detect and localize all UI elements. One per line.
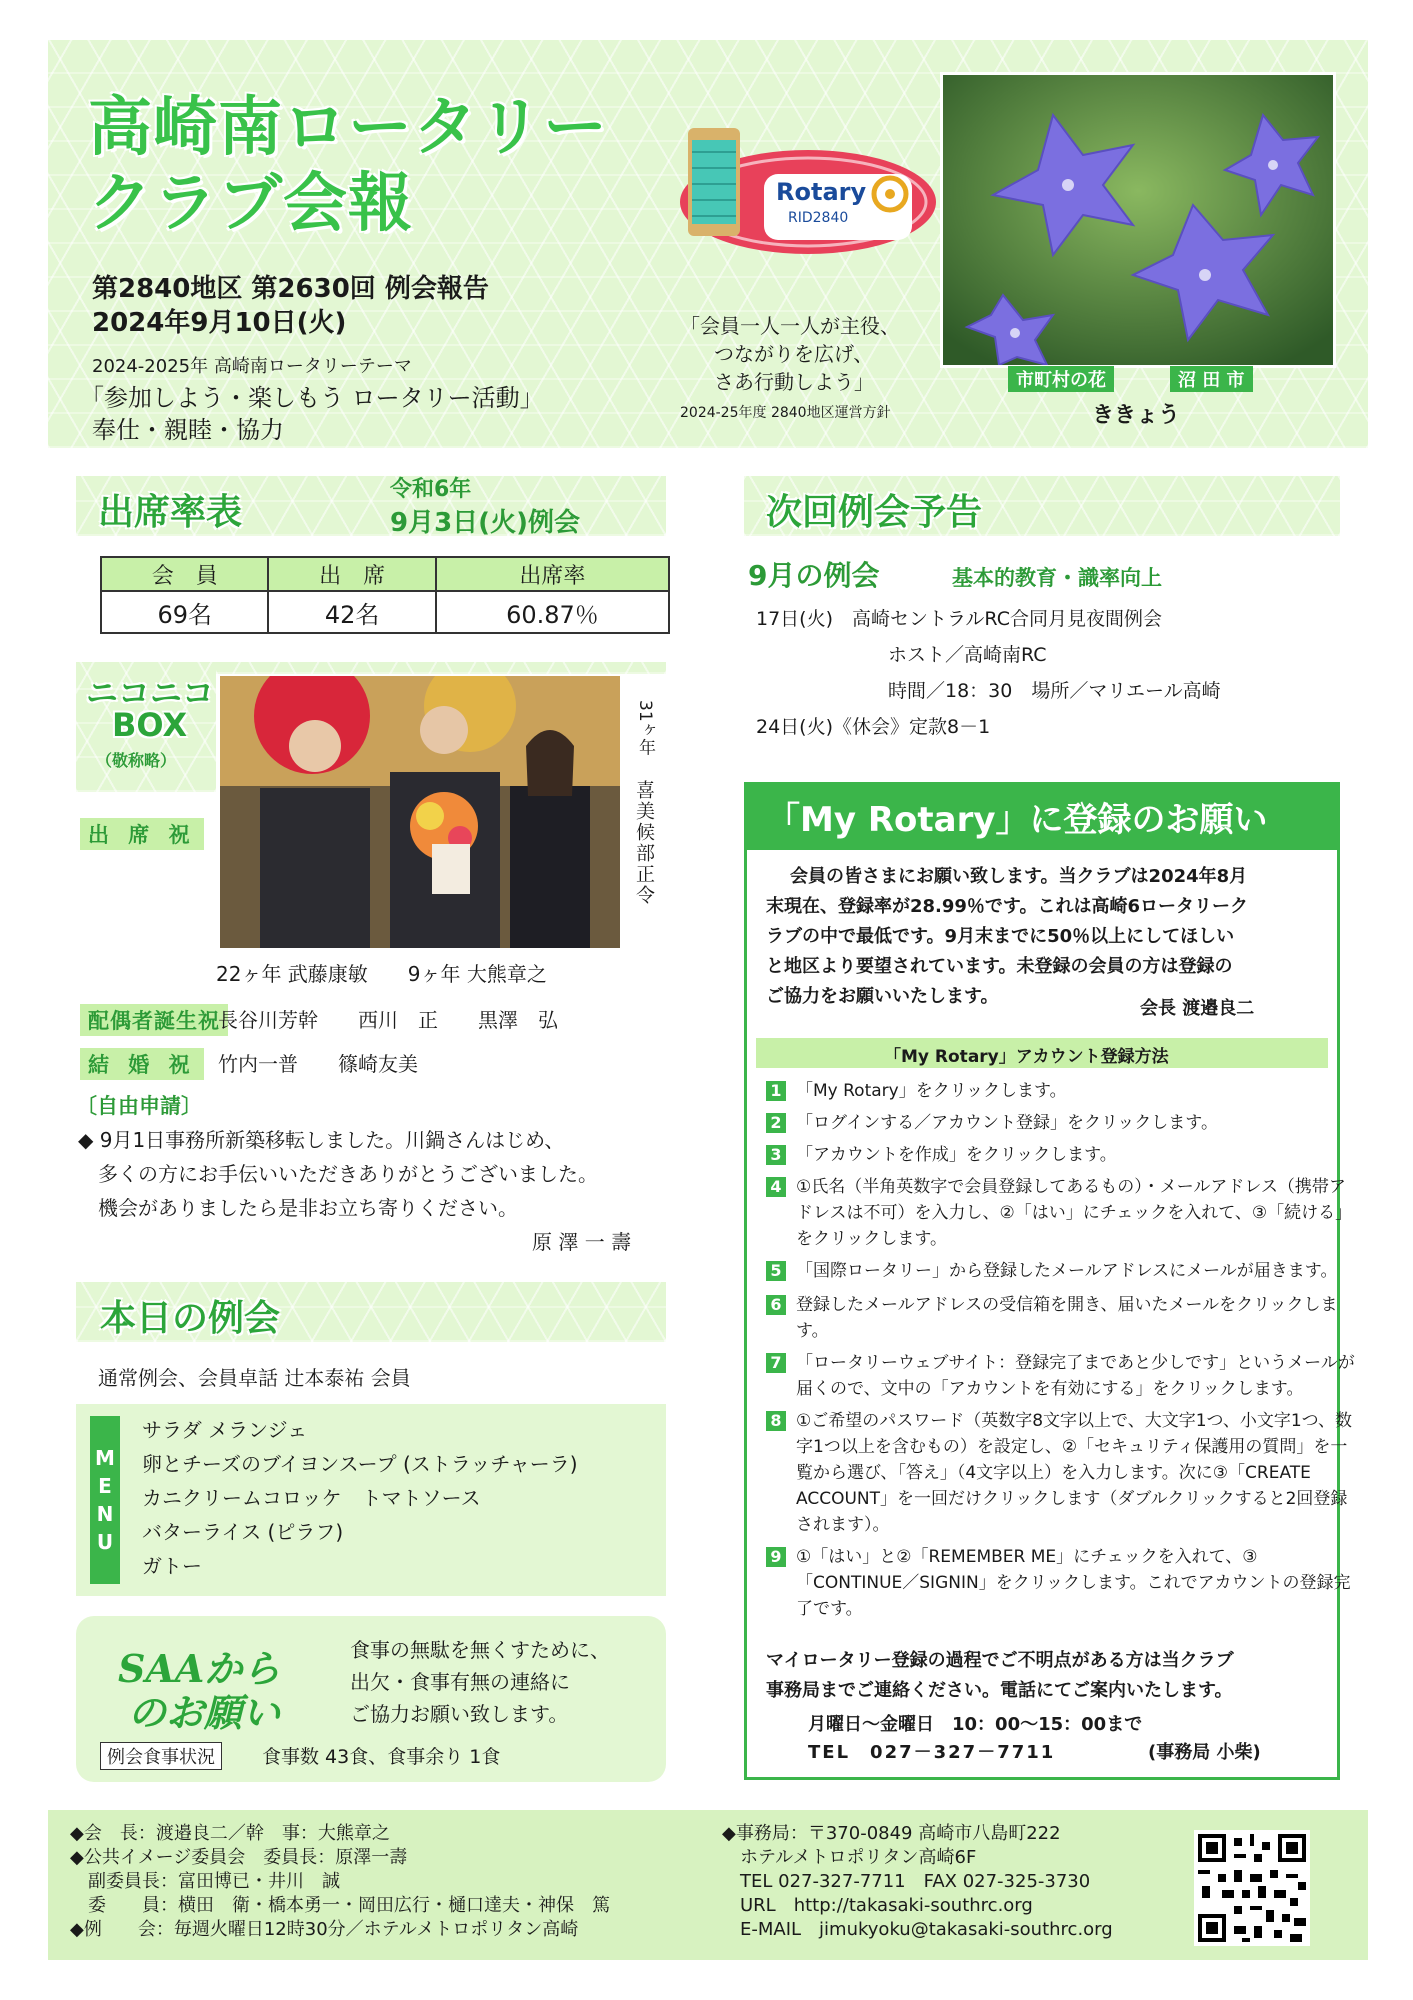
- footer-committee: ◆公共イメージ委員会 委員長：原澤一壽: [70, 1847, 408, 1868]
- niconico-title-line1: ニコニコ: [86, 674, 215, 712]
- club-theme-sub: 奉仕・親睦・協力: [92, 416, 284, 444]
- registration-step-3: [766, 1142, 1356, 1168]
- next-meeting-line2: ホスト／高崎南RC: [888, 644, 1047, 666]
- footer-right: [722, 1822, 1113, 1942]
- step-number: 7: [766, 1353, 786, 1373]
- my-rotary-title: 「My Rotary」に登録のお願い: [766, 800, 1268, 840]
- free-application-title: 〔自由申請〕: [76, 1094, 202, 1118]
- spouse-birthday-tag: 配偶者誕生祝: [80, 1004, 228, 1036]
- step-text: 「国際ロータリー」から登録したメールアドレスにメールが届きます。: [796, 1261, 1338, 1281]
- menu-item-2: 卵とチーズのブイヨンスープ (ストラッチャーラ): [142, 1452, 578, 1476]
- my-rotary-intro-5: ご協力をお願いいたします。: [766, 986, 999, 1007]
- today-program: 通常例会、会員卓話 辻本泰祐 会員: [98, 1366, 411, 1390]
- menu-item-3: カニクリームコロッケ トマトソース: [142, 1486, 481, 1510]
- newsletter-title-line1: 高崎南ロータリー: [88, 91, 608, 165]
- meal-status-text: 食事数 43食、食事余り 1食: [262, 1746, 501, 1768]
- meeting-date: 2024年9月10日(火): [92, 308, 347, 338]
- district-motto-line1: 「会員一人一人が主役、: [680, 314, 900, 338]
- group-photo-image: [220, 676, 620, 948]
- step-number: 3: [766, 1145, 786, 1165]
- next-meeting-title: 次回例会予告: [766, 492, 983, 533]
- step-text: 登録したメールアドレスの受信箱を開き、届いたメールをクリックします。: [796, 1295, 1338, 1341]
- my-rotary-intro-2: 末現在、登録率が28.99％です。これは高崎6ロータリーク: [766, 896, 1249, 917]
- registration-step-9: [766, 1544, 1356, 1622]
- attendance-rate-value: 60.87％: [436, 591, 669, 633]
- step-number: 1: [766, 1081, 786, 1101]
- free-application-text2: 多くの方にお手伝いいただきありがとうございました。: [98, 1162, 598, 1186]
- flower-photo: [940, 72, 1336, 368]
- newsletter-title-line2: クラブ会報: [88, 167, 413, 241]
- district-motto-line2: つながりを広げ、: [714, 342, 874, 366]
- footer-vice-chair: 副委員長：富田博已・井川 誠: [70, 1871, 340, 1892]
- next-meeting-line1: 17日(火) 高崎セントラルRC合同月見夜間例会: [756, 608, 1162, 630]
- step-text: ①氏名（半角英数字で会員登録してあるもの）・メールアドレス（携帯アドレスは不可）を入力し、②「はい」にチェックを入れて、③「続ける」をクリックします。: [796, 1177, 1353, 1249]
- attendance-celebration-names: 22ヶ年 武藤康敏 9ヶ年 大熊章之: [216, 962, 547, 986]
- wedding-anniversary-tag: 結 婚 祝: [80, 1048, 204, 1080]
- office-contact-person: (事務局 小柴): [1148, 1742, 1261, 1763]
- footer-left: [70, 1822, 610, 1942]
- step-number: 2: [766, 1113, 786, 1133]
- registration-step-6: [766, 1292, 1356, 1344]
- step-number: 9: [766, 1547, 786, 1567]
- saa-text-3: ご協力お願い致します。: [350, 1702, 569, 1726]
- my-rotary-signature: 会長 渡邉良二: [1140, 998, 1255, 1019]
- next-month-title: 9月の例会: [748, 559, 880, 592]
- menu-item-5: ガトー: [142, 1554, 202, 1578]
- registration-step-4: [766, 1174, 1356, 1252]
- bellflower-image: [943, 75, 1333, 365]
- today-title: 本日の例会: [100, 1298, 281, 1339]
- free-application-text1: ◆ 9月1日事務所新築移転しました。川鍋さんはじめ、: [78, 1128, 565, 1152]
- footer-email[interactable]: E-MAIL jimukyoku@takasaki-southrc.org: [722, 1919, 1113, 1940]
- my-rotary-intro-1: 会員の皆さまにお願い致します。当クラブは2024年8月: [790, 866, 1248, 887]
- step-number: 6: [766, 1295, 786, 1315]
- flower-caption-city: 沼 田 市: [1170, 366, 1253, 392]
- free-application-text3: 機会がありましたら是非お立ち寄りください。: [98, 1196, 518, 1220]
- district-motto-line3: さあ行動しよう」: [714, 370, 874, 394]
- free-application-signature: 原 澤 一 壽: [532, 1230, 632, 1254]
- niconico-vertical-years: 31ヶ年: [635, 700, 655, 756]
- office-tel: TEL 027－327－7711: [808, 1742, 1056, 1763]
- attendance-header-present: 出 席: [268, 557, 435, 591]
- step-text: 「ログインする／アカウント登録」をクリックします。: [796, 1113, 1218, 1133]
- footer-officers: ◆会 長：渡邉良二／幹 事：大熊章之: [70, 1823, 390, 1844]
- step-text: 「ロータリーウェブサイト：登録完了まであと少しです」というメールが届くので、文中の「アカウントを有効にする」をクリックします。: [796, 1353, 1355, 1399]
- next-month-theme: 基本的教育・識率向上: [952, 566, 1162, 590]
- attendance-table-header-row: [101, 557, 669, 591]
- saa-title-line2: のお願い: [128, 1690, 281, 1735]
- step-number: 8: [766, 1411, 786, 1431]
- qr-code[interactable]: [1194, 1830, 1310, 1946]
- menu-item-1: サラダ メランジェ: [142, 1418, 308, 1442]
- registration-method-title: 「My Rotary」アカウント登録方法: [884, 1047, 1169, 1067]
- footer-meeting-schedule: ◆例 会：毎週火曜日12時30分／ホテルメトロポリタン高崎: [70, 1919, 579, 1940]
- spouse-birthday-names: 長谷川芳幹 西川 正 黒澤 弘: [218, 1008, 558, 1032]
- my-rotary-intro-3: ラブの中で最低です。9月末までに50％以上にしてほしい: [766, 926, 1235, 947]
- rotary-logo-subtext: RID2840: [788, 210, 849, 226]
- niconico-vertical-name: 喜美候部正令: [633, 780, 655, 906]
- office-hours: 月曜日～金曜日 10：00～15：00まで: [808, 1714, 1143, 1735]
- registration-steps: [744, 1078, 1355, 1638]
- footer-members: 委 員：横田 衛・橋本勇一・岡田広行・樋口達夫・神保 篤: [70, 1895, 610, 1916]
- qr-code-icon: [1194, 1830, 1310, 1946]
- step-text: 「アカウントを作成」をクリックします。: [796, 1145, 1117, 1165]
- meal-status-label: 例会食事状況: [100, 1742, 222, 1770]
- next-meeting-line3: 時間／18：30 場所／マリエール高崎: [888, 680, 1221, 702]
- saa-text-1: 食事の無駄を無くすために、: [350, 1638, 610, 1662]
- my-rotary-intro-4: と地区より要望されています。未登録の会員の方は登録の: [766, 956, 1233, 977]
- attendance-title: 出席率表: [98, 492, 243, 533]
- rotary-logo-text: Rotary: [776, 178, 867, 206]
- registration-step-1: [766, 1078, 1356, 1104]
- flower-name: ききょう: [1092, 403, 1181, 428]
- group-photo: [220, 676, 620, 948]
- footer-url[interactable]: URL http://takasaki-southrc.org: [722, 1895, 1033, 1916]
- attendance-meeting-date: 9月3日(火)例会: [390, 508, 580, 538]
- meeting-report-number: 第2840地区 第2630回 例会報告: [92, 274, 489, 304]
- menu-item-4: バターライス (ピラフ): [142, 1520, 344, 1544]
- next-meeting-line4: 24日(火)《休会》定款8－1: [756, 716, 991, 738]
- attendance-header-rate: 出席率: [436, 557, 669, 591]
- attendance-celebration-tag: 出 席 祝: [80, 818, 204, 850]
- footer-office-address: ◆事務局：〒370-0849 高崎市八島町222: [722, 1823, 1061, 1844]
- registration-step-7: [766, 1350, 1356, 1402]
- registration-step-5: [766, 1258, 1356, 1284]
- registration-step-8: [766, 1408, 1356, 1538]
- niconico-title-note: （敬称略）: [96, 751, 177, 770]
- menu-label: MENU: [95, 1446, 115, 1554]
- registration-step-2: [766, 1110, 1356, 1136]
- club-theme: 「参加しよう・楽しもう ロータリー活動」: [80, 384, 544, 412]
- niconico-top-strip: [216, 662, 666, 674]
- attendance-header-members: 会 員: [101, 557, 268, 591]
- footer-office-building: ホテルメトロポリタン高崎6F: [722, 1847, 977, 1868]
- contact-line-2: 事務局までご連絡ください。電話にてご案内いたします。: [766, 1680, 1233, 1701]
- niconico-title-line2: BOX: [112, 706, 188, 744]
- step-text: ①ご希望のパスワード（英数字8文字以上で、大文字1つ、小文字1つ、数字1つ以上を含むもの）を設定し、②「セキュリティ保護用の質問」を一覧から選び、「答え」（4文字以上）を入力します。次に③「CREATE ACCOUNT」を一回だけクリックします（ダブルクリックすると2回登録されます）。: [796, 1411, 1352, 1535]
- attendance-members-value: 69名: [101, 591, 268, 633]
- contact-line-1: マイロータリー登録の過程でご不明点がある方は当クラブ: [766, 1650, 1234, 1671]
- theme-label: 2024-2025年 高崎南ロータリーテーマ: [92, 356, 412, 377]
- step-text: ①「はい」と②「REMEMBER ME」にチェックを入れて、③「CONTINUE／SIGNIN」をクリックします。これでアカウントの登録完了です。: [796, 1547, 1351, 1619]
- saa-title-line1: SAAから: [118, 1646, 281, 1691]
- attendance-meeting-year: 令和6年: [390, 477, 472, 502]
- district-motto-source: 2024-25年度 2840地区運営方針: [680, 405, 891, 421]
- wedding-anniversary-names: 竹内一普 篠崎友美: [218, 1052, 418, 1076]
- step-number: 5: [766, 1261, 786, 1281]
- saa-text-2: 出欠・食事有無の連絡に: [350, 1670, 570, 1694]
- attendance-present-value: 42名: [268, 591, 435, 633]
- flower-caption-label: 市町村の花: [1008, 366, 1114, 392]
- attendance-table: [100, 556, 670, 634]
- attendance-table-value-row: [101, 591, 669, 633]
- step-text: 「My Rotary」をクリックします。: [796, 1081, 1067, 1101]
- footer-tel-fax: TEL 027-327-7711 FAX 027-325-3730: [722, 1871, 1091, 1892]
- step-number: 4: [766, 1177, 786, 1197]
